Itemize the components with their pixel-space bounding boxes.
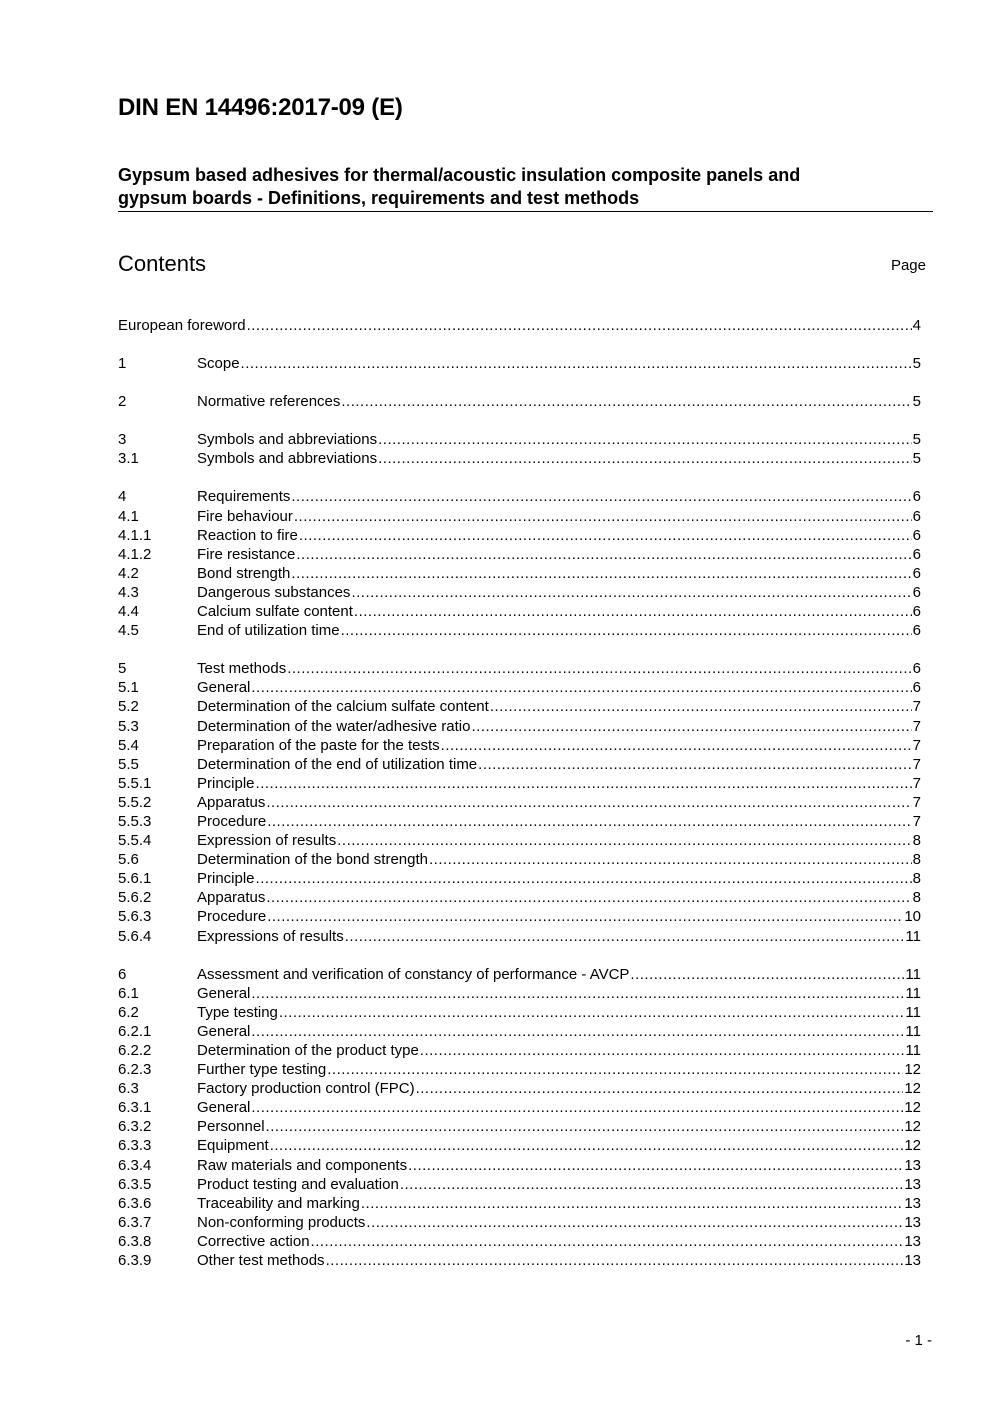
toc-entry-number: 5.5 bbox=[118, 755, 139, 773]
toc-entry[interactable] bbox=[118, 869, 921, 888]
toc-entry-page: 7 bbox=[912, 698, 921, 716]
toc-entry-page: 6 bbox=[912, 679, 921, 697]
toc-entry-title: Fire behaviour bbox=[197, 507, 293, 525]
toc-entry[interactable] bbox=[118, 774, 921, 793]
toc-entry-title: Apparatus bbox=[197, 793, 266, 811]
toc-entry-title: Determination of the product type bbox=[197, 1042, 419, 1059]
toc-entry-number: 5.5.1 bbox=[118, 774, 152, 792]
toc-entry-page: 6 bbox=[912, 603, 921, 621]
toc-entry-page: 6 bbox=[912, 660, 921, 678]
toc-entry-number: 6.3.7 bbox=[118, 1213, 152, 1231]
toc-dot-leader bbox=[267, 907, 903, 926]
toc-entry[interactable] bbox=[118, 1060, 921, 1079]
toc-entry-page: 13 bbox=[904, 1175, 921, 1193]
toc-entry-title: Corrective action bbox=[197, 1232, 310, 1250]
toc-entry-title: Calcium sulfate content bbox=[197, 603, 353, 621]
toc-entry[interactable] bbox=[118, 678, 921, 697]
toc-entry-title: Procedure bbox=[197, 908, 267, 926]
toc-entry[interactable] bbox=[118, 888, 921, 907]
contents-heading: Contents bbox=[118, 251, 207, 276]
toc-entry-title: Dangerous substances bbox=[197, 583, 351, 601]
toc-entry-page: 11 bbox=[905, 1042, 921, 1059]
toc-entry-title: Requirements bbox=[197, 488, 291, 506]
toc-entry-number: 5.5.2 bbox=[118, 793, 152, 811]
toc-entry[interactable] bbox=[118, 564, 921, 583]
toc-entry-page: 5 bbox=[912, 450, 921, 468]
toc-dot-leader bbox=[279, 1003, 905, 1022]
toc-entry[interactable] bbox=[118, 927, 921, 946]
toc-entry-number: 6.3.4 bbox=[118, 1156, 152, 1174]
toc-entry-title: Procedure bbox=[197, 812, 267, 830]
toc-entry-page: 11 bbox=[905, 965, 921, 983]
toc-entry-page: 13 bbox=[904, 1213, 921, 1231]
toc-entry-page: 13 bbox=[904, 1252, 921, 1270]
toc-dot-leader bbox=[337, 831, 911, 850]
toc-dot-leader bbox=[378, 430, 912, 449]
toc-dot-leader bbox=[351, 583, 911, 602]
toc-entry[interactable] bbox=[118, 850, 921, 869]
toc-entry-page: 6 bbox=[912, 507, 921, 525]
toc-entry-page: 13 bbox=[904, 1194, 921, 1212]
toc-entry-title: Symbols and abbreviations bbox=[197, 450, 378, 468]
toc-entry-title: Raw materials and components bbox=[197, 1156, 408, 1174]
toc-entry-page: 11 bbox=[905, 1003, 921, 1021]
toc-entry-page: 12 bbox=[904, 1137, 921, 1155]
toc-dot-leader bbox=[630, 965, 904, 984]
toc-dot-leader bbox=[291, 564, 911, 583]
toc-entry-title: European foreword bbox=[118, 317, 246, 334]
toc-entry-page: 5 bbox=[912, 431, 921, 449]
toc-entry-title: General bbox=[197, 1022, 251, 1040]
toc-dot-leader bbox=[366, 1213, 903, 1232]
toc-entry-title: Symbols and abbreviations bbox=[197, 431, 378, 449]
toc-entry-number: 6.3.9 bbox=[118, 1252, 152, 1270]
toc-entry-title: Traceability and marking bbox=[197, 1194, 360, 1212]
toc-entry-page: 7 bbox=[912, 736, 921, 754]
toc-entry[interactable] bbox=[118, 1156, 921, 1175]
page-number-footer: - 1 - bbox=[905, 1332, 932, 1349]
toc-entry-page: 6 bbox=[912, 583, 921, 601]
toc-entry[interactable] bbox=[118, 717, 921, 736]
page-column-label: Page bbox=[890, 257, 926, 274]
toc-dot-leader bbox=[327, 1060, 903, 1079]
toc-entry-page: 7 bbox=[912, 717, 921, 735]
toc-entry-title: Factory production control (FPC) bbox=[197, 1080, 415, 1098]
toc-entry-page: 5 bbox=[912, 393, 921, 411]
toc-dot-leader bbox=[251, 1022, 904, 1041]
toc-entry[interactable] bbox=[118, 1079, 921, 1098]
toc-entry-title: Product testing and evaluation bbox=[197, 1175, 399, 1193]
toc-entry[interactable] bbox=[118, 659, 921, 678]
toc-entry-number: 4.1.1 bbox=[118, 526, 152, 544]
toc-entry-page: 8 bbox=[912, 889, 921, 907]
toc-entry-page: 7 bbox=[912, 812, 921, 830]
table-of-contents bbox=[118, 316, 921, 1270]
toc-dot-leader bbox=[326, 1251, 904, 1270]
toc-entry-title: General bbox=[197, 984, 251, 1002]
toc-entry[interactable] bbox=[118, 755, 921, 774]
toc-entry[interactable] bbox=[118, 907, 921, 926]
toc-entry[interactable] bbox=[118, 392, 921, 411]
toc-entry[interactable] bbox=[118, 1251, 921, 1270]
toc-entry-title: Determination of the calcium sulfate content bbox=[197, 698, 489, 716]
toc-entry-number: 6.1 bbox=[118, 984, 139, 1002]
toc-entry-title: Type testing bbox=[197, 1003, 278, 1021]
toc-dot-leader bbox=[256, 869, 912, 888]
toc-dot-leader bbox=[420, 1041, 905, 1060]
toc-entry[interactable] bbox=[118, 736, 921, 755]
toc-entry-number: 6.3.5 bbox=[118, 1175, 152, 1193]
toc-entry[interactable] bbox=[118, 430, 921, 449]
toc-entry-title: Preparation of the paste for the tests bbox=[197, 736, 440, 754]
toc-entry-page: 11 bbox=[905, 984, 921, 1002]
toc-entry[interactable] bbox=[118, 831, 921, 850]
subtitle-line-1: Gypsum based adhesives for thermal/acoustic insulation composite panels and bbox=[118, 165, 801, 185]
toc-dot-leader bbox=[266, 1117, 904, 1136]
toc-entry-title: General bbox=[197, 1099, 251, 1117]
toc-dot-leader bbox=[266, 888, 911, 907]
toc-dot-leader bbox=[299, 526, 912, 545]
toc-entry-page: 7 bbox=[912, 793, 921, 811]
toc-entry[interactable] bbox=[118, 1213, 921, 1232]
toc-dot-leader bbox=[490, 697, 912, 716]
toc-dot-leader bbox=[341, 621, 912, 640]
toc-entry-title: Principle bbox=[197, 870, 255, 888]
toc-entry-page: 12 bbox=[904, 1118, 921, 1136]
toc-entry-number: 5.3 bbox=[118, 717, 139, 735]
toc-entry-title: Expressions of results bbox=[197, 927, 344, 945]
toc-entry-number: 6.3.3 bbox=[118, 1137, 152, 1155]
toc-dot-leader bbox=[270, 1136, 904, 1155]
toc-entry-page: 11 bbox=[905, 1022, 921, 1040]
toc-entry-title: Personnel bbox=[197, 1118, 265, 1136]
toc-entry-number: 5.6 bbox=[118, 851, 139, 869]
toc-dot-leader bbox=[441, 736, 912, 755]
toc-entry-title: Assessment and verification of constancy of performance - AVCP bbox=[197, 965, 630, 983]
toc-entry-page: 12 bbox=[904, 1080, 921, 1098]
toc-entry[interactable] bbox=[118, 526, 921, 545]
toc-entry-number: 3 bbox=[118, 431, 127, 449]
toc-entry-number: 5.2 bbox=[118, 698, 139, 716]
toc-dot-leader bbox=[416, 1079, 904, 1098]
toc-entry-title: Scope bbox=[197, 355, 240, 373]
toc-entry-page: 8 bbox=[912, 832, 921, 850]
toc-entry-number: 1 bbox=[118, 355, 127, 373]
toc-entry-number: 5.6.4 bbox=[118, 927, 152, 945]
toc-entry-title: Determination of the water/adhesive ratio bbox=[197, 717, 471, 735]
toc-entry-number: 5.6.2 bbox=[118, 889, 152, 907]
toc-entry-title: General bbox=[197, 679, 251, 697]
toc-entry-page: 7 bbox=[912, 755, 921, 773]
toc-entry[interactable] bbox=[118, 354, 921, 373]
document-title: DIN EN 14496:2017-09 (E) bbox=[118, 94, 403, 121]
toc-entry-page: 10 bbox=[904, 908, 921, 926]
toc-dot-leader bbox=[251, 984, 904, 1003]
toc-dot-leader bbox=[251, 1098, 903, 1117]
toc-entry[interactable] bbox=[118, 449, 921, 468]
toc-entry-number: 4.5 bbox=[118, 622, 139, 640]
toc-dot-leader bbox=[478, 755, 912, 774]
toc-entry-number: 5.5.4 bbox=[118, 832, 152, 850]
toc-entry-number: 5.6.3 bbox=[118, 908, 152, 926]
toc-entry-number: 4.4 bbox=[118, 603, 139, 621]
toc-entry-title: Test methods bbox=[197, 660, 287, 678]
toc-entry-page: 7 bbox=[912, 774, 921, 792]
toc-dot-leader bbox=[311, 1232, 904, 1251]
toc-entry-title: Non-conforming products bbox=[197, 1213, 366, 1231]
toc-entry[interactable] bbox=[118, 1136, 921, 1155]
toc-entry-number: 5.6.1 bbox=[118, 870, 152, 888]
toc-entry-title: Determination of the end of utilization time bbox=[197, 755, 478, 773]
toc-entry-number: 6 bbox=[118, 965, 127, 983]
toc-dot-leader bbox=[256, 774, 912, 793]
toc-dot-leader bbox=[471, 717, 911, 736]
toc-entry-page: 12 bbox=[904, 1061, 921, 1079]
toc-entry-number: 5 bbox=[118, 660, 127, 678]
toc-entry-page: 11 bbox=[905, 927, 921, 945]
toc-entry-page: 6 bbox=[912, 488, 921, 506]
toc-entry[interactable] bbox=[118, 1175, 921, 1194]
toc-entry-title: Reaction to fire bbox=[197, 526, 298, 544]
toc-entry-number: 6.2.3 bbox=[118, 1061, 152, 1079]
toc-entry-title: End of utilization time bbox=[197, 622, 340, 640]
toc-dot-leader bbox=[345, 927, 905, 946]
toc-entry-title: Fire resistance bbox=[197, 545, 296, 563]
toc-entry[interactable] bbox=[118, 984, 921, 1003]
toc-entry-number: 4 bbox=[118, 488, 127, 506]
document-subtitle bbox=[118, 164, 933, 212]
toc-entry[interactable] bbox=[118, 1117, 921, 1136]
toc-entry-page: 6 bbox=[912, 545, 921, 563]
toc-entry[interactable] bbox=[118, 545, 921, 564]
toc-dot-leader bbox=[287, 659, 911, 678]
toc-entry-number: 5.1 bbox=[118, 679, 139, 697]
toc-entry-number: 6.3.8 bbox=[118, 1232, 152, 1250]
toc-entry[interactable] bbox=[118, 583, 921, 602]
toc-entry-number: 6.2.1 bbox=[118, 1022, 152, 1040]
toc-entry-page: 8 bbox=[912, 870, 921, 888]
toc-dot-leader bbox=[294, 507, 912, 526]
toc-entry-page: 12 bbox=[904, 1099, 921, 1117]
toc-entry-number: 6.2.2 bbox=[118, 1042, 152, 1059]
toc-dot-leader bbox=[378, 449, 912, 468]
toc-entry-page: 8 bbox=[912, 851, 921, 869]
toc-entry[interactable] bbox=[118, 697, 921, 716]
toc-entry-number: 2 bbox=[118, 393, 127, 411]
toc-dot-leader bbox=[266, 793, 911, 812]
toc-dot-leader bbox=[408, 1156, 903, 1175]
toc-entry-number: 4.1 bbox=[118, 507, 139, 525]
toc-entry-number: 6.3.2 bbox=[118, 1118, 152, 1136]
toc-entry-page: 6 bbox=[912, 622, 921, 640]
toc-dot-leader bbox=[267, 812, 911, 831]
toc-entry-title: Apparatus bbox=[197, 889, 266, 907]
toc-dot-leader bbox=[241, 354, 912, 373]
toc-entry-page: 4 bbox=[912, 317, 921, 334]
toc-entry-number: 4.3 bbox=[118, 583, 139, 601]
toc-entry[interactable] bbox=[118, 1098, 921, 1117]
toc-entry[interactable] bbox=[118, 965, 921, 984]
toc-entry-number: 4.2 bbox=[118, 564, 139, 582]
toc-entry-number: 4.1.2 bbox=[118, 545, 152, 563]
subtitle-line-2: gypsum boards - Definitions, requirements and test methods bbox=[118, 188, 640, 208]
toc-entry-title: Normative references bbox=[197, 393, 341, 411]
toc-entry[interactable] bbox=[118, 621, 921, 640]
toc-entry-title: Further type testing bbox=[197, 1061, 327, 1079]
toc-entry-title: Equipment bbox=[197, 1137, 269, 1155]
toc-entry-page: 13 bbox=[904, 1232, 921, 1250]
toc-entry-number: 5.5.3 bbox=[118, 812, 152, 830]
toc-entry-number: 6.3 bbox=[118, 1080, 139, 1098]
toc-dot-leader bbox=[247, 316, 912, 335]
toc-dot-leader bbox=[400, 1175, 904, 1194]
toc-dot-leader bbox=[341, 392, 911, 411]
toc-entry-page: 5 bbox=[912, 355, 921, 373]
toc-entry-number: 6.3.6 bbox=[118, 1194, 152, 1212]
toc-entry[interactable] bbox=[118, 793, 921, 812]
toc-entry-title: Expression of results bbox=[197, 832, 337, 850]
toc-dot-leader bbox=[429, 850, 912, 869]
toc-dot-leader bbox=[291, 487, 911, 506]
toc-entry-page: 13 bbox=[904, 1156, 921, 1174]
toc-entry[interactable] bbox=[118, 812, 921, 831]
toc-entry[interactable] bbox=[118, 1232, 921, 1251]
toc-dot-leader bbox=[251, 678, 911, 697]
toc-entry-page: 6 bbox=[912, 526, 921, 544]
toc-entry-number: 3.1 bbox=[118, 450, 139, 468]
toc-dot-leader bbox=[296, 545, 911, 564]
toc-dot-leader bbox=[361, 1194, 903, 1213]
toc-dot-leader bbox=[354, 602, 912, 621]
toc-entry-number: 5.4 bbox=[118, 736, 139, 754]
toc-entry[interactable] bbox=[118, 1041, 921, 1060]
toc-entry[interactable] bbox=[118, 316, 921, 335]
toc-entry-number: 6.3.1 bbox=[118, 1099, 152, 1117]
toc-entry-title: Other test methods bbox=[197, 1252, 325, 1270]
toc-entry-title: Principle bbox=[197, 774, 255, 792]
toc-entry[interactable] bbox=[118, 487, 921, 506]
toc-entry-page: 6 bbox=[912, 564, 921, 582]
toc-entry[interactable] bbox=[118, 602, 921, 621]
toc-entry[interactable] bbox=[118, 1022, 921, 1041]
toc-entry[interactable] bbox=[118, 1003, 921, 1022]
toc-entry[interactable] bbox=[118, 1194, 921, 1213]
toc-entry-number: 6.2 bbox=[118, 1003, 139, 1021]
toc-entry-title: Determination of the bond strength bbox=[197, 851, 428, 869]
toc-entry[interactable] bbox=[118, 507, 921, 526]
toc-entry-title: Bond strength bbox=[197, 564, 291, 582]
